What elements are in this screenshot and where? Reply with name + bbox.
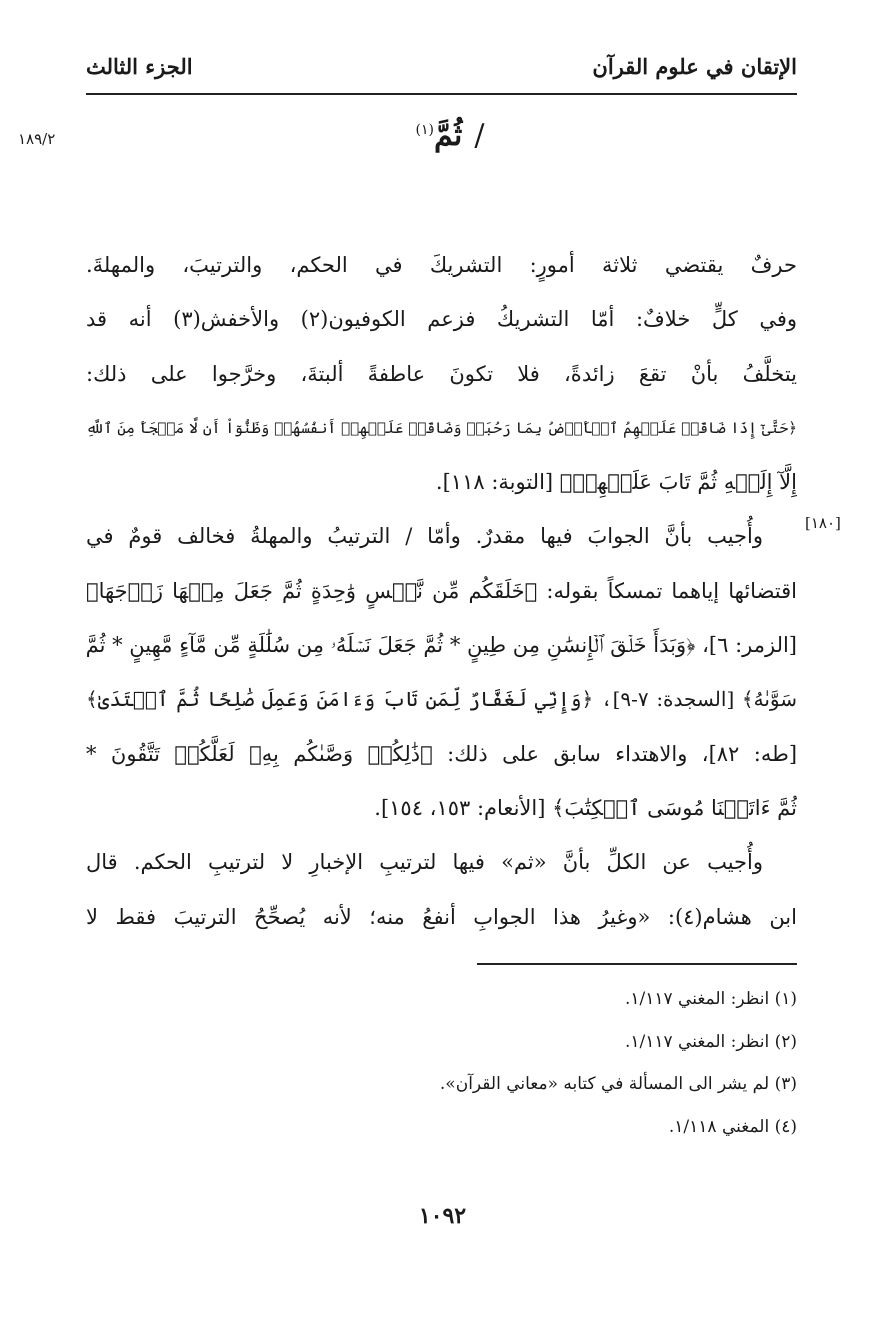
footnote-separator bbox=[477, 963, 797, 965]
margin-reference-middle: [١٨٠] bbox=[805, 514, 841, 532]
footnote: (٤) المغني ١/١١٨. bbox=[668, 1116, 797, 1137]
body-line: حرفٌ يقتضي ثلاثة أمورٍ: التشريكَ في الحكم، والترتيبَ، والمهلةَ. bbox=[86, 253, 797, 277]
footnote: (٣) لم يشر الى المسألة في كتابه «معاني القرآن». bbox=[439, 1074, 797, 1094]
footnotes bbox=[86, 978, 797, 1148]
page-number: ١٠٩٢ bbox=[418, 1203, 467, 1229]
quran-verse-line: ﴿حَتَّىٰٓ إِذَا ضَاقَتۡ عَلَيۡهِمُ ٱلۡأَرۡضُ بِمَا رَحُبَتۡ وَضَاقَتۡ عَلَيۡهِمۡ أَنفُسُهُمۡ وَظَنُّوٓاْ أَن لَّا مَلۡجَأَ مِنَ ٱللَّهِ bbox=[86, 418, 797, 437]
volume-label: الجزء الثالث bbox=[86, 54, 193, 79]
section-footnote-ref: (١) bbox=[415, 122, 435, 138]
body-line: اقتضائها إياهما تمسكاً بقوله: ﴿خَلَقَكُم مِّن نَّفۡسٍ وَٰحِدَةٍ ثُمَّ جَعَلَ مِنۡهَا زَوۡجَهَا﴾ bbox=[86, 578, 797, 603]
body-line: وفي كلٍّ خلافٌ: أمّا التشريكُ فزعم الكوفيون(٢) والأخفش(٣) أنه قد bbox=[86, 307, 797, 332]
footnote: (٢) انظر: المغني ١/١١٧. bbox=[624, 1031, 797, 1052]
quran-verse-line: سَوَّىٰهُ﴾ [السجدة: ٧-٩]، ﴿وَإِنِّي لَغَفَّارٌ لِّمَن تَابَ وَءَامَنَ وَعَمِلَ صَٰلِحًا ثُمَّ ٱهۡتَدَىٰ﴾ bbox=[86, 687, 797, 712]
quran-verse-line: [الزمر: ٦]، ﴿وَبَدَأَ خَلۡقَ ٱلۡإِنسَٰنِ مِن طِينٍ * ثُمَّ جَعَلَ نَسۡلَهُۥ مِن سُلَٰلَةٍ مِّن مَّآءٍ مَّهِينٍ * ثُمَّ bbox=[86, 633, 797, 658]
running-header bbox=[86, 44, 797, 90]
body-line: يتخلَّفُ بأنْ تقعَ زائدةً، فلا تكونَ عاطفةً ألبتةَ، وخرَّجوا على ذلك: bbox=[86, 361, 797, 386]
header-rule bbox=[86, 93, 797, 95]
quran-verse-line: [طه: ٨٢]، والاهتداء سابق على ذلك: ﴿ذَٰلِكُمۡ وَصَّىٰكُم بِهِۦ لَعَلَّكُمۡ تَتَّقُونَ * bbox=[86, 741, 797, 766]
footnote: (١) انظر: المغني ١/١١٧. bbox=[624, 989, 797, 1009]
margin-reference-top: ١٨٩/٢ bbox=[18, 130, 56, 148]
section-title bbox=[300, 118, 600, 153]
book-title: الإتقان في علوم القرآن bbox=[592, 54, 797, 79]
body-line: وأُجيب بأنَّ الجوابَ فيها مقدرٌ. وأمّا / الترتيبُ والمهلةُ فخالف قومٌ في bbox=[86, 524, 763, 549]
body-line: ابن هشام(٤): «وغيرُ هذا الجوابِ أنفعُ منه؛ لأنه يُصحِّحُ الترتيبَ فقط لا bbox=[86, 904, 797, 929]
section-slash: / bbox=[474, 118, 485, 153]
body-line: وأُجيب عن الكلِّ بأنَّ «ثم» فيها لترتيبِ الإخبارِ لا لترتيبِ الحكم. قال bbox=[86, 850, 763, 875]
quran-verse-line: إِلَّآ إِلَيۡهِ ثُمَّ تَابَ عَلَيۡهِمۡ﴾ [التوبة: ١١٨]. bbox=[435, 470, 797, 495]
section-title-text: ثُمَّ bbox=[434, 118, 463, 153]
body-text bbox=[86, 238, 797, 944]
quran-verse-line: ثُمَّ ءَاتَيۡنَا مُوسَى ٱلۡكِتَٰبَ﴾ [الأنعام: ١٥٣، ١٥٤]. bbox=[374, 795, 797, 820]
